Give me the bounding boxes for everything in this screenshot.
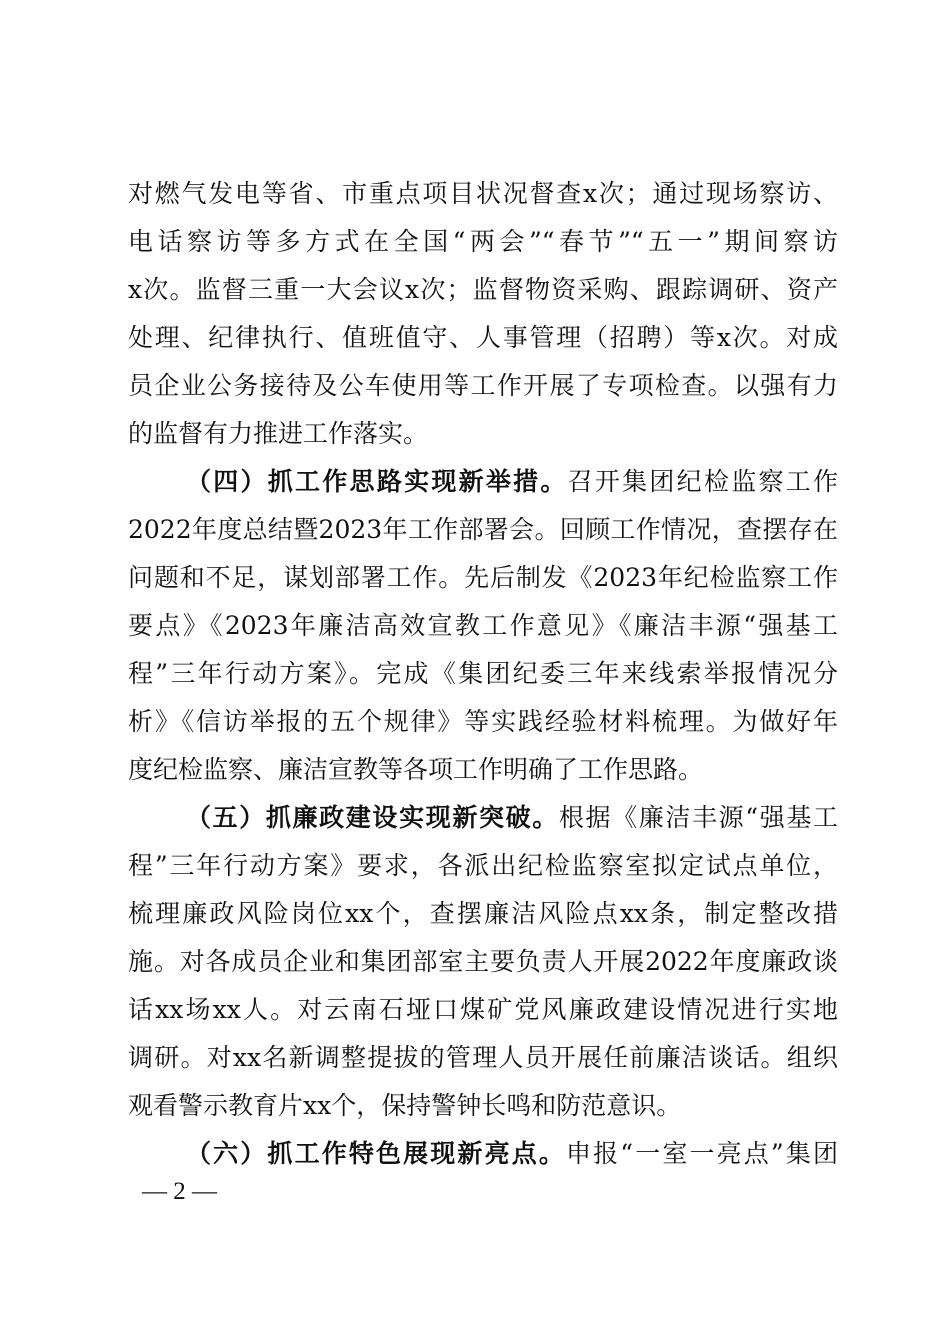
section-5-line: 调研。对xx名新调整提拔的管理人员开展任前廉洁谈话。组织: [128, 1043, 838, 1072]
paragraph-line: 员企业公务接待及公车使用等工作开展了专项检查。以强有力: [128, 371, 838, 400]
section-4-line: 要点》《2023年廉洁高效宣教工作意见》《廉洁丰源“强基工: [128, 611, 838, 640]
section-4-first-line: [186, 458, 838, 506]
section-5-line: 程”三年行动方案》要求，各派出纪检监察室拟定试点单位，: [128, 851, 838, 880]
section-6-first-line-text: 申报“一室一亮点”集团: [566, 1139, 838, 1168]
paragraph-line: 对燃气发电等省、市重点项目状况督查x次；通过现场察访、: [128, 179, 838, 208]
section-4-line: 2022年度总结暨2023年工作部署会。回顾工作情况，查摆存在: [128, 515, 838, 544]
section-6-heading: （六）抓工作特色展现新亮点。: [186, 1139, 566, 1168]
section-4-line: 问题和不足，谋划部署工作。先后制发《2023年纪检监察工作: [128, 563, 838, 592]
section-4-line: 度纪检监察、廉洁宣教等各项工作明确了工作思路。: [128, 755, 704, 784]
section-5-line: 梳理廉政风险岗位xx个，查摆廉洁风险点xx条，制定整改措: [128, 899, 838, 928]
section-5-first-line: [186, 794, 838, 842]
section-4-first-line-text: 召开集团纪检监察工作: [567, 467, 838, 496]
paragraph-line: x次。监督三重一大会议x次；监督物资采购、跟踪调研、资产: [128, 275, 838, 304]
paragraph-line: 处理、纪律执行、值班值守、人事管理（招聘）等x次。对成: [128, 323, 838, 352]
section-5-line: 施。对各成员企业和集团部室主要负责人开展2022年度廉政谈: [128, 947, 838, 976]
paragraph-line: 的监督有力推进工作落实。: [128, 419, 429, 448]
section-4-line: 析》《信访举报的五个规律》等实践经验材料梳理。为做好年: [128, 707, 838, 736]
page-number: — 2 —: [142, 1178, 217, 1205]
section-5-line: 观看警示教育片xx个，保持警钟长鸣和防范意识。: [128, 1091, 682, 1120]
section-4-heading: （四）抓工作思路实现新举措。: [186, 467, 568, 496]
section-5-line: 话xx场xx人。对云南石垭口煤矿党风廉政建设情况进行实地: [128, 995, 838, 1024]
section-4-line: 程”三年行动方案》。完成《集团纪委三年来线索举报情况分: [128, 659, 838, 688]
section-6-first-line: [186, 1130, 838, 1178]
section-5-heading: （五）抓廉政建设实现新突破。: [186, 803, 559, 832]
paragraph-line: 电话察访等多方式在全国“两会”“春节”“五一”期间察访: [128, 227, 838, 256]
section-5-first-line-text: 根据《廉洁丰源“强基工: [558, 803, 838, 832]
